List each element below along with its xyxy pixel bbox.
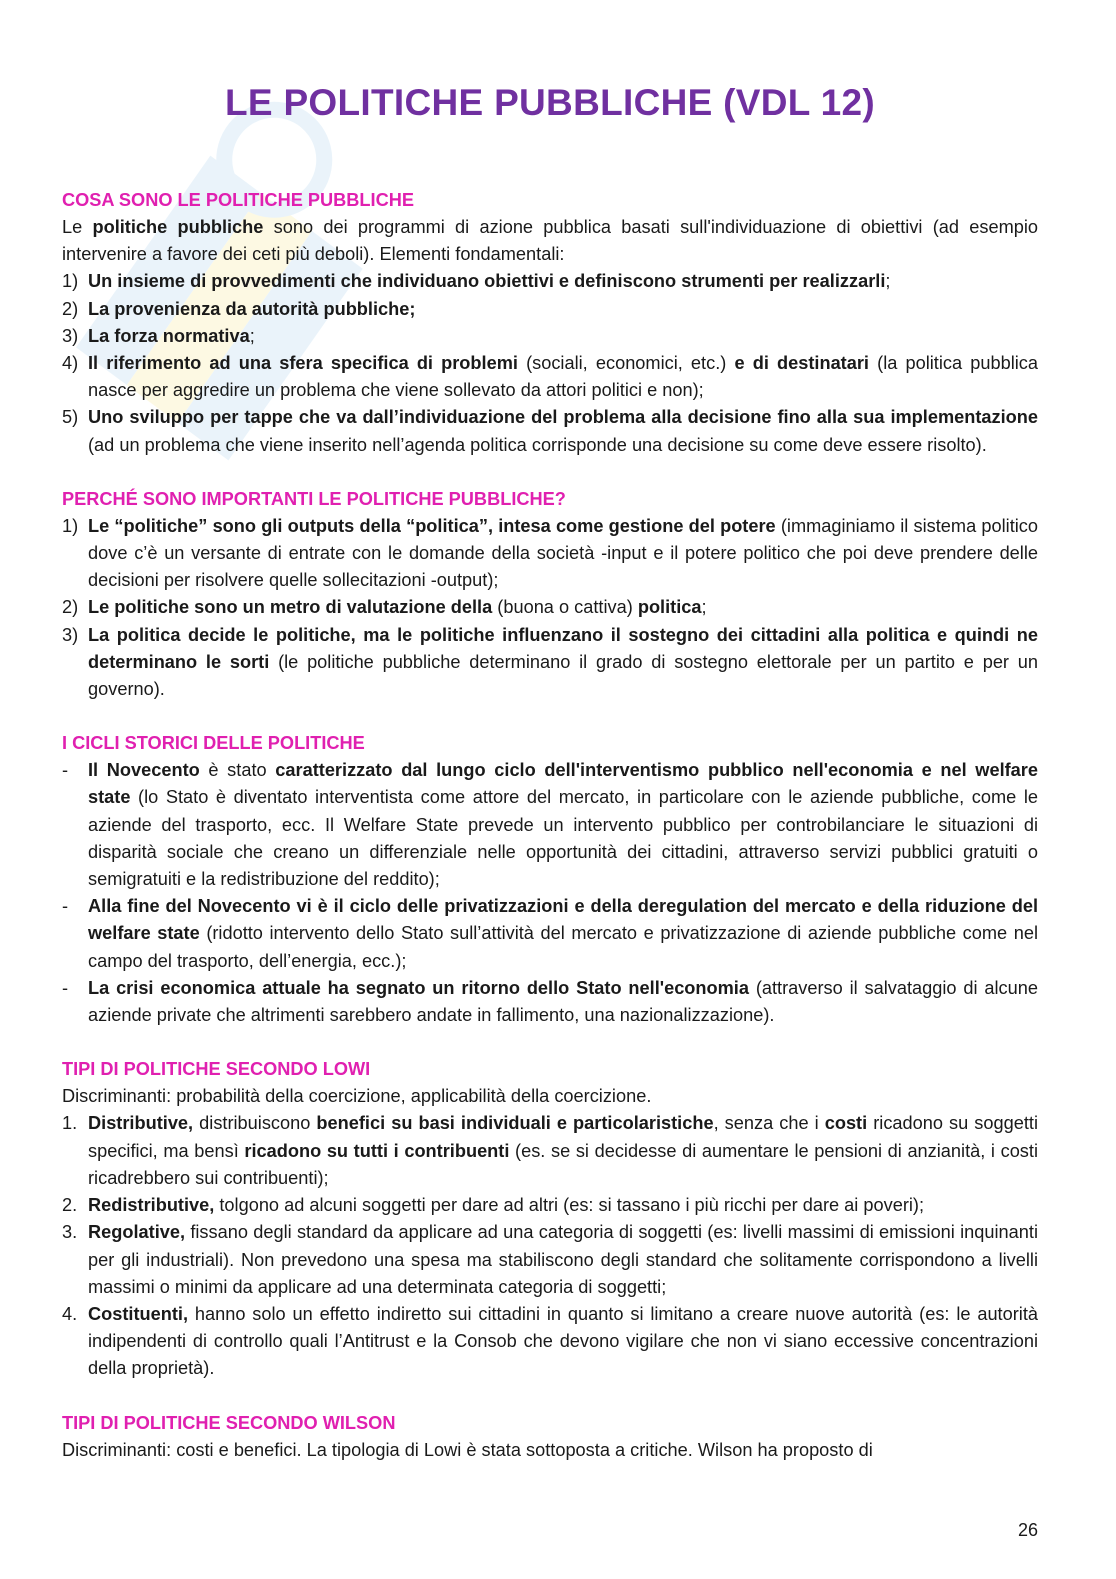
section-1-intro: Le politiche pubbliche sono dei programmi di azione pubblica basati sull'individuazione di obiettivi (ad esempio intervenire a favore dei ceti più deboli). Elementi fondamentali:: [62, 217, 1038, 265]
list-item: 3) La forza normativa;: [62, 325, 255, 346]
section-heading-perche: PERCHÉ SONO IMPORTANTI LE POLITICHE PUBBLICHE?: [62, 488, 566, 509]
list-item: 1) Le “politiche” sono gli outputs della “politica”, intesa come gestione del potere (immaginiamo il sistema politico dove c’è un versante di entrate con le domande della società -input e il potere politico che poi deve prendere delle decisioni per risolvere quelle sollecitazioni -output);: [62, 515, 1038, 591]
list-item: - Alla fine del Novecento vi è il ciclo delle privatizzazioni e della deregulation del mercato e della riduzione del welfare state (ridotto intervento dello Stato sull’attività del mercato e privatizzazione di aziende pubbliche come nel campo del trasporto, dell’energia, ecc.);: [62, 896, 1038, 971]
list-item: 1. Distributive, distribuiscono benefici su basi individuali e particolaristiche, senza che i costi ricadono su soggetti specifici, ma bensì ricadono su tutti i contribuenti (es. se si decidesse di aumentare le pensioni di anzianità, i costi ricadrebbero sui contribuenti);: [62, 1113, 1038, 1188]
list-item: 4. Costituenti, hanno solo un effetto indiretto sui cittadini in quanto si limitano a creare nuove autorità (es: le autorità indipendenti di controllo quali l’Antitrust e la Consob che devono vigilare che non vi siano eccessive concentrazioni della proprietà).: [62, 1303, 1038, 1379]
list-item: 5) Uno sviluppo per tappe che va dall’individuazione del problema alla decisione fino alla sua implementazione (ad un problema che viene inserito nell’agenda politica corrisponde una decisione su come deve essere risolto).: [62, 407, 1038, 455]
section-4-list: [62, 1110, 1038, 1382]
list-item: 3) La politica decide le politiche, ma le politiche influenzano il sostegno dei cittadini alla politica e quindi ne determinano le sorti (le politiche pubbliche determinano il grado di sostegno elettorale per un partito e per un governo).: [62, 624, 1038, 700]
page-number: 26: [1017, 1520, 1038, 1540]
list-item: 2. Redistributive, tolgono ad alcuni soggetti per dare ad altri (es: si tassano i più ricchi per dare ai poveri);: [62, 1195, 925, 1216]
section-1-list: [62, 268, 1038, 458]
section-5-intro: Discriminanti: costi e benefici. La tipologia di Lowi è stata sottoposta a critiche. Wilson ha proposto di: [62, 1439, 873, 1460]
section-3-list: [62, 757, 1038, 1029]
section-4-intro: Discriminanti: probabilità della coercizione, applicabilità della coercizione.: [62, 1086, 652, 1107]
list-item: 3. Regolative, fissano degli standard da applicare ad una categoria di soggetti (es: livelli massimi di emissioni inquinanti per gli industriali). Non prevedono una spesa ma stabiliscono degli standard che solitamente corrispondono a livelli massimi o minimi da applicare ad una determinata categoria di soggetti;: [62, 1222, 1038, 1297]
section-heading-lowi: TIPI DI POLITICHE SECONDO LOWI: [62, 1059, 371, 1080]
list-item: - La crisi economica attuale ha segnato un ritorno dello Stato nell'economia (attraverso il salvataggio di alcune aziende private che altrimenti sarebbero andate in fallimento, una nazionalizzazione).: [62, 977, 1038, 1026]
page-title: LE POLITICHE PUBBLICHE (VDL 12): [224, 82, 875, 123]
list-item: 1) Un insieme di provvedimenti che individuano obiettivi e definiscono strumenti per realizzarli;: [62, 271, 891, 292]
section-heading-cicli: I CICLI STORICI DELLE POLITICHE: [62, 733, 365, 754]
list-item: 2) Le politiche sono un metro di valutazione della (buona o cattiva) politica;: [62, 597, 707, 618]
list-item: 2) La provenienza da autorità pubbliche;: [62, 298, 416, 319]
section-heading-cosa-sono: COSA SONO LE POLITICHE PUBBLICHE: [62, 190, 414, 210]
section-2-list: [62, 513, 1038, 703]
list-item: - Il Novecento è stato caratterizzato dal lungo ciclo dell'interventismo pubblico nell'economia e nel welfare state (lo Stato è diventato interventista come attore del mercato, in particolare con le aziende pubbliche, come le aziende del trasporto, ecc. Il Welfare State prevede un intervento pubblico per controbilanciare le situazioni di disparità sociale che creano un differenziale nelle opportunità dei cittadini, attraverso servizi pubblici gratuiti o semigratuiti e la redistribuzione del reddito);: [62, 760, 1038, 890]
section-heading-wilson: TIPI DI POLITICHE SECONDO WILSON: [62, 1412, 396, 1433]
list-item: 4) Il riferimento ad una sfera specifica di problemi (sociali, economici, etc.) e di destinatari (la politica pubblica nasce per aggredire un problema che viene sollevato da attori politici e non);: [62, 353, 1038, 401]
